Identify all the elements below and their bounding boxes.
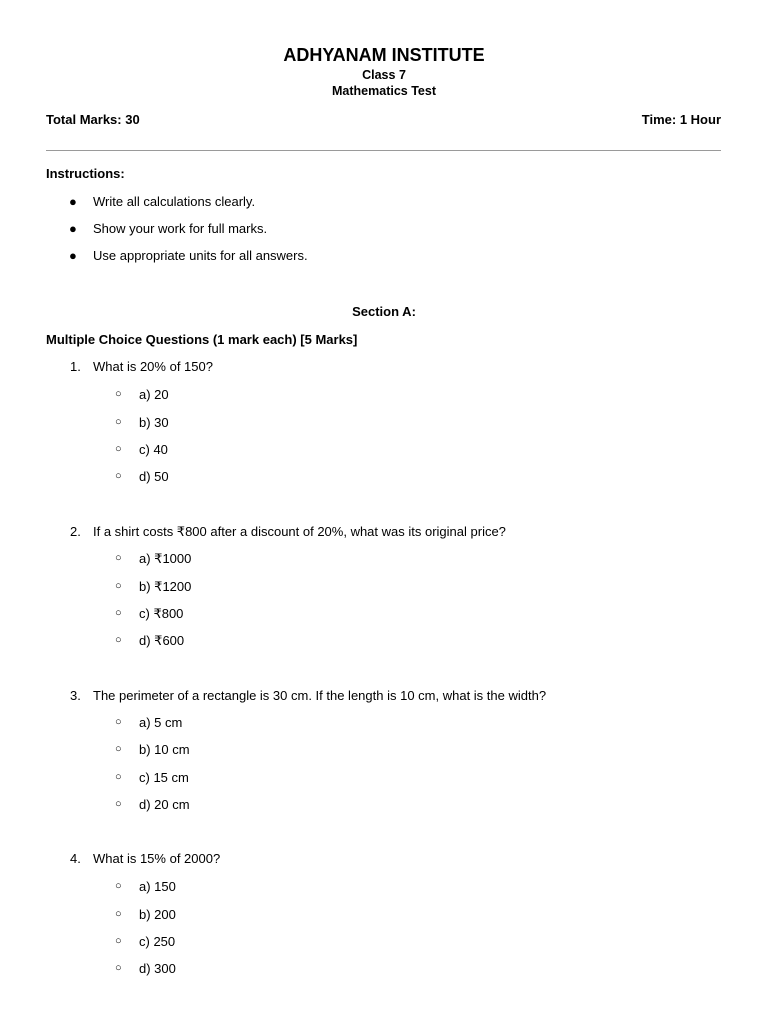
- circle-bullet-icon: ○: [115, 743, 122, 755]
- circle-bullet-icon: ○: [115, 908, 122, 920]
- answer-option: d) ₹600: [139, 633, 185, 648]
- header-divider: [46, 150, 721, 151]
- circle-bullet-icon: ○: [115, 962, 122, 974]
- circle-bullet-icon: ○: [115, 798, 122, 810]
- circle-bullet-icon: ○: [115, 935, 122, 947]
- bullet-icon: ●: [69, 221, 77, 236]
- answer-option: b) 10 cm: [139, 742, 190, 757]
- total-marks: Total Marks: 30: [46, 112, 140, 127]
- time-limit: Time: 1 Hour: [641, 112, 721, 127]
- answer-option: a) 20: [139, 387, 169, 402]
- question-number: 3.: [70, 688, 81, 703]
- instruction-item: Use appropriate units for all answers.: [93, 248, 308, 263]
- mcq-heading: Multiple Choice Questions (1 mark each) [5 Marks]: [46, 332, 358, 347]
- circle-bullet-icon: ○: [115, 771, 122, 783]
- answer-option: b) 200: [139, 907, 176, 922]
- answer-option: b) 30: [139, 415, 169, 430]
- question-text: The perimeter of a rectangle is 30 cm. If the length is 10 cm, what is the width?: [93, 688, 547, 703]
- circle-bullet-icon: ○: [115, 443, 122, 455]
- test-name: Mathematics Test: [332, 84, 436, 98]
- answer-option: c) 15 cm: [139, 770, 189, 785]
- circle-bullet-icon: ○: [115, 416, 122, 428]
- answer-option: b) ₹1200: [139, 579, 192, 594]
- question-text: What is 15% of 2000?: [93, 851, 221, 866]
- circle-bullet-icon: ○: [115, 388, 122, 400]
- answer-option: c) 250: [139, 934, 176, 949]
- answer-option: c) ₹800: [139, 606, 184, 621]
- bullet-icon: ●: [69, 194, 77, 209]
- section-heading: Section A:: [352, 304, 416, 319]
- bullet-icon: ●: [69, 248, 77, 263]
- answer-option: c) 40: [139, 442, 168, 457]
- circle-bullet-icon: ○: [115, 607, 122, 619]
- instruction-item: Show your work for full marks.: [93, 221, 268, 236]
- circle-bullet-icon: ○: [115, 634, 122, 646]
- circle-bullet-icon: ○: [115, 716, 122, 728]
- instruction-item: Write all calculations clearly.: [93, 194, 256, 209]
- question-number: 2.: [70, 524, 81, 539]
- answer-option: d) 300: [139, 961, 176, 976]
- answer-option: a) 5 cm: [139, 715, 183, 730]
- circle-bullet-icon: ○: [115, 580, 122, 592]
- answer-option: d) 50: [139, 469, 169, 484]
- answer-option: d) 20 cm: [139, 797, 190, 812]
- question-text: What is 20% of 150?: [93, 359, 213, 374]
- question-number: 4.: [70, 851, 81, 866]
- circle-bullet-icon: ○: [115, 880, 122, 892]
- question-text: If a shirt costs ₹800 after a discount of 20%, what was its original price?: [93, 524, 506, 539]
- answer-option: a) ₹1000: [139, 551, 192, 566]
- class-label: Class 7: [362, 68, 406, 82]
- circle-bullet-icon: ○: [115, 470, 122, 482]
- institute-title: ADHYANAM INSTITUTE: [283, 45, 485, 65]
- answer-option: a) 150: [139, 879, 176, 894]
- question-number: 1.: [70, 359, 81, 374]
- circle-bullet-icon: ○: [115, 552, 122, 564]
- instructions-heading: Instructions:: [46, 166, 125, 181]
